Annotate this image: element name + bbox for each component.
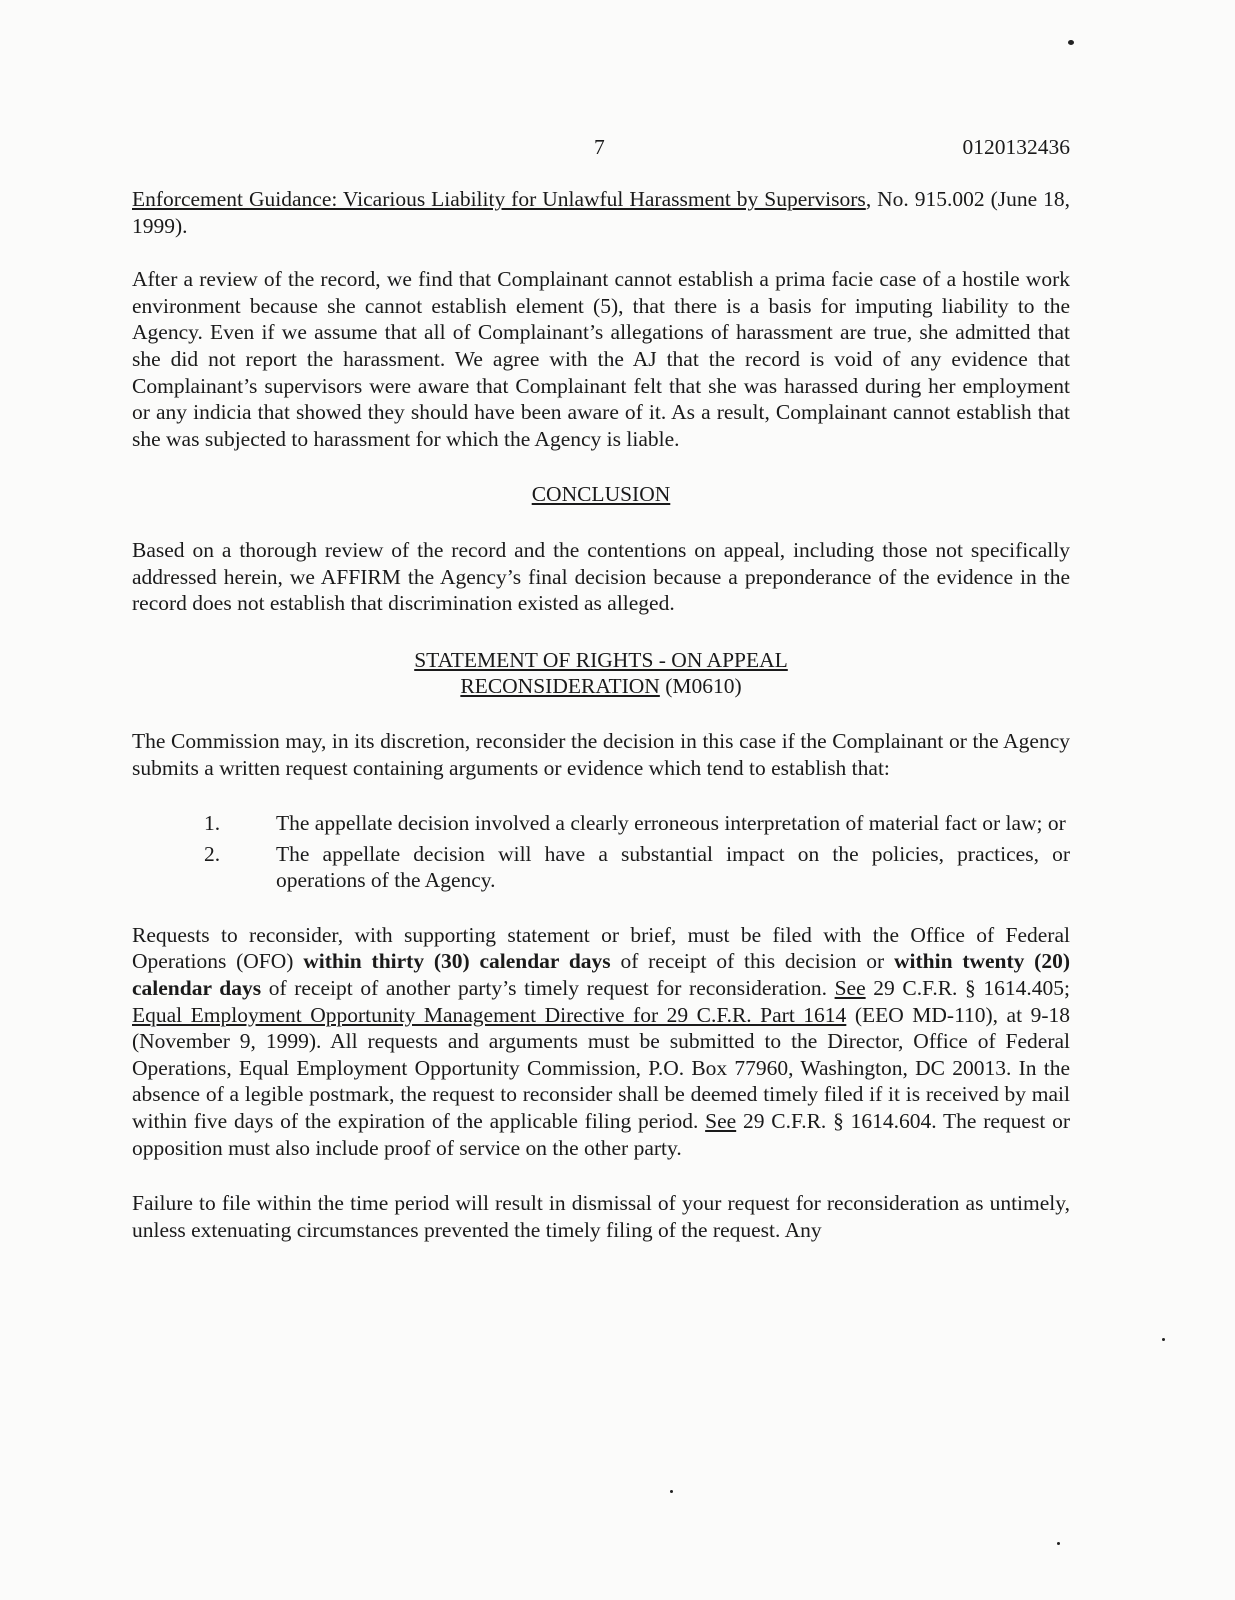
text-run: (EEO MD-110), at 9-18 (November 9, 1999). All requests and arguments must be submitted to the Director, Office of Federal Operations, Equal Employment Opportunity Commission, P.O. Box 77960, Washington, DC 20013. In the absence of a legible postmark, the request to reconsider shall be deemed timely filed if it is received by mail within five days of the expiration of the applicable filing period. (132, 1002, 1070, 1134)
list-item-text: The appellate decision involved a clearly erroneous interpretation of material fact or law; or (276, 811, 1066, 836)
page-number: 7 (594, 135, 605, 159)
page-header (132, 134, 1070, 164)
citation-rest: , No. 915.002 (June 18, 1999). (132, 187, 1070, 238)
text-run: of receipt of another party’s timely request for reconsideration. (261, 976, 835, 1001)
see-signal: See (705, 1109, 737, 1134)
citation-paragraph (132, 186, 1070, 239)
md-110-citation: Equal Employment Opportunity Management Directive for 29 C.F.R. Part 1614 (132, 1002, 847, 1027)
scan-speck (670, 1490, 673, 1493)
list-item-text: The appellate decision will have a substantial impact on the policies, practices, or operations of the Agency. (276, 841, 1070, 893)
docket-number: 0120132436 (962, 135, 1070, 159)
list-item-number: 2. (204, 841, 221, 866)
scan-speck (1162, 1338, 1165, 1341)
conclusion-paragraph: Based on a thorough review of the record and the contentions on appeal, including those not specifically addressed herein, we AFFIRM the Agency’s final decision because a preponderance of the evidence in the record does not establish that discrimination existed as alleged. (132, 537, 1070, 616)
citation-title: Enforcement Guidance: Vicarious Liability for Unlawful Harassment by Supervisors (132, 187, 866, 211)
deadline-30-days: within thirty (30) calendar days (303, 949, 611, 974)
text-run: 29 C.F.R. § 1614.604. The request or opposition must also include proof of service on the other party. (132, 1109, 1070, 1160)
conclusion-heading: CONCLUSION (531, 482, 671, 507)
rights-intro: The Commission may, in its discretion, reconsider the decision in this case if the Complainant or the Agency submits a written request containing arguments or evidence which tend to establish that: (132, 728, 1070, 780)
rights-heading (132, 647, 1070, 700)
text-run: 29 C.F.R. § 1614.405; (865, 976, 1070, 1001)
list-item-number: 1. (204, 811, 221, 836)
requests-paragraph (132, 922, 1070, 1161)
rights-heading-reconsideration: RECONSIDERATION (460, 674, 660, 699)
scan-speck (1057, 1542, 1060, 1545)
list-item (204, 810, 1070, 837)
scan-speck (1068, 40, 1074, 45)
document-page (132, 134, 1070, 1243)
analysis-paragraph: After a review of the record, we find that Complainant cannot establish a prima facie case of a hostile work environment because she cannot establish element (5), that there is a basis for imputing liability to the Agency. Even if we assume that all of Complainant’s allegations of harassment are true, she admitted that she did not report the harassment. We agree with the AJ that the record is void of any evidence that Complainant’s supervisors were aware that Complainant felt that she was harassed during her employment or any indicia that showed they should have been aware of it. As a result, Complainant cannot establish that she was subjected to harassment for which the Agency is liable. (132, 267, 1070, 451)
failure-paragraph: Failure to file within the time period will result in dismissal of your request for reconsideration as untimely, unless extenuating circumstances prevented the timely filing of the request. Any (132, 1191, 1070, 1242)
rights-heading-line1: STATEMENT OF RIGHTS - ON APPEAL (414, 647, 788, 672)
text-run: of receipt of this decision or (610, 949, 894, 974)
text-run: Requests to reconsider, with supporting statement or brief, must be filed with the Office of Federal Operations (OFO) (132, 922, 1070, 974)
conclusion-heading-wrap (132, 481, 1070, 508)
see-signal: See (834, 976, 866, 1001)
list-item (204, 841, 1070, 894)
rights-heading-code: (M0610) (659, 674, 742, 699)
deadline-20-days: within twenty (20) calendar days (132, 949, 1071, 1001)
criteria-list (204, 810, 1070, 894)
